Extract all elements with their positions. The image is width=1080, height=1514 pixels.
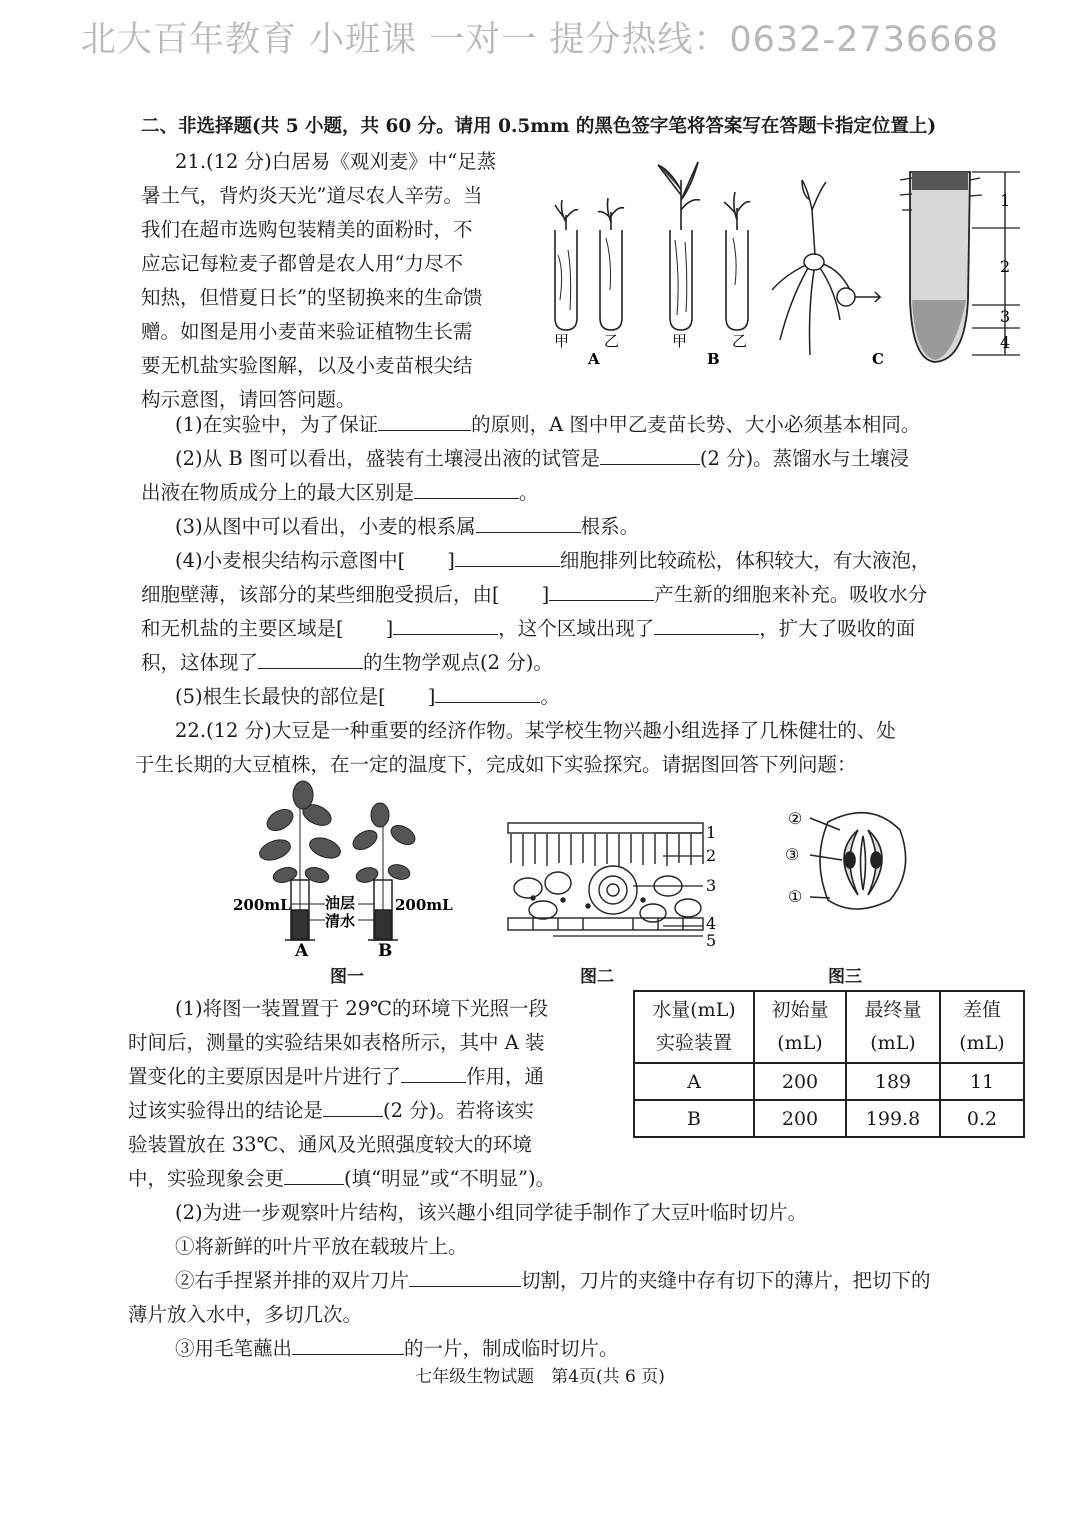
q22-intro: 于生长期的大豆植株，在一定的温度下，完成如下实验探究。请据图回答下列问题： xyxy=(135,753,857,776)
fig2-leaf-cross-section xyxy=(503,818,733,958)
table-header-cell: 最终量 (mL) xyxy=(846,991,940,1063)
tube-label: 乙 xyxy=(732,332,748,350)
q22-p1-line: 验装置放在 33℃、通风及光照强度较大的环境 xyxy=(128,1133,532,1156)
plant-a xyxy=(257,781,343,910)
root-zone-label: 4 xyxy=(1000,333,1011,352)
table-header-row xyxy=(634,991,1024,1063)
water-label: 清水 xyxy=(325,912,356,930)
fig2-label: 5 xyxy=(706,931,717,950)
q22-p1-line: 中，实验现象会更 (填“明显”或“不明显”)。 xyxy=(128,1162,555,1196)
q21-line: 要无机盐实验图解，以及小麦苗根尖结 xyxy=(141,354,473,377)
q21-s4-cont: 积，这体现了 的生物学观点(2 分)。 xyxy=(141,646,553,680)
table-cell: 0.2 xyxy=(940,1100,1024,1137)
fig3-caption: 图三 xyxy=(828,967,862,987)
apparatus-label-a: A xyxy=(295,941,309,960)
results-table xyxy=(633,990,1025,1138)
tube-label: 甲 xyxy=(672,332,688,350)
q21-line: 赠。如图是用小麦苗来验证植物生长需 xyxy=(141,320,473,343)
stoma-diagram xyxy=(810,813,906,909)
q21-line: 暑土气，背灼炎天光”道尽农人辛劳。当 xyxy=(141,184,483,207)
q22-p2: (2)为进一步观察叶片结构，该兴趣小组同学徒手制作了大豆叶临时切片。 xyxy=(175,1201,808,1224)
tube-label: 甲 xyxy=(554,332,570,350)
q21-s4: (4)小麦根尖结构示意图中[ ] 细胞排列比较疏松，体积较大，有大液泡， xyxy=(175,544,930,578)
table-cell: 199.8 xyxy=(846,1100,940,1137)
fig1-plant-apparatus xyxy=(225,780,470,960)
q22-step2-cont: 薄片放入水中，多切几次。 xyxy=(128,1303,363,1326)
test-tube-a-yi xyxy=(598,198,624,330)
table-cell: B xyxy=(634,1100,754,1137)
table-header-cell: 差值 (mL) xyxy=(940,991,1024,1063)
table-cell: A xyxy=(634,1063,754,1100)
test-tube-a-jia xyxy=(555,200,578,330)
test-tube-b-yi xyxy=(724,192,750,330)
fig2-caption: 图二 xyxy=(580,967,614,987)
fig3-stoma xyxy=(780,800,920,920)
volume-label-b: 200mL xyxy=(395,896,453,914)
q21-s3: (3)从图中可以看出，小麦的根系属 根系。 xyxy=(175,510,639,544)
leaf-section xyxy=(508,823,703,930)
root-zone-label: 3 xyxy=(1000,307,1011,326)
table-row xyxy=(634,1100,1024,1137)
fig2-label: 1 xyxy=(706,823,717,842)
q21-line: 21.(12 分)白居易《观刈麦》中“足蒸 xyxy=(175,150,497,173)
q21-line: 应忘记每粒麦子都曾是农人用“力尽不 xyxy=(141,252,463,275)
q21-s1: (1)在实验中，为了保证 的原则，A 图中甲乙麦苗长势、大小必须基本相同。 xyxy=(175,408,920,442)
page-footer: 七年级生物试题 第4页(共 6 页) xyxy=(415,1367,665,1387)
q21-s2-cont: 出液在物质成分上的最大区别是 。 xyxy=(141,476,539,510)
fig1-caption: 图一 xyxy=(330,967,364,987)
q22-p1-line: 时间后，测量的实验结果如表格所示，其中 A 装 xyxy=(128,1031,545,1054)
table-cell: 200 xyxy=(754,1063,846,1100)
q21-s5: (5)根生长最快的部位是[ ] 。 xyxy=(175,680,560,714)
q21-figure xyxy=(540,150,1030,375)
q22-step2: ②右手捏紧并排的双片刀片 切割，刀片的夹缝中存有切下的薄片，把切下的 xyxy=(175,1264,931,1298)
root-zone-label: 2 xyxy=(1000,257,1011,276)
test-tube-b-jia xyxy=(658,162,700,330)
fig2-label: 4 xyxy=(706,914,717,933)
fig2-leader-lines xyxy=(553,833,703,936)
q21-line: 构示意图，请回答问题。 xyxy=(141,388,356,411)
q22-intro: 22.(12 分)大豆是一种重要的经济作物。某学校生物兴趣小组选择了几株健壮的、处 xyxy=(175,719,896,742)
watermark: 北大百年教育 小班课 一对一 提分热线：0632-2736668 xyxy=(81,20,999,60)
fig2-label: 3 xyxy=(706,876,717,895)
root-zone-label: 1 xyxy=(1000,191,1011,210)
q22-p1-line: (1)将图一装置置于 29℃的环境下光照一段 xyxy=(175,997,548,1020)
fig3-label: ① xyxy=(788,887,803,906)
section-title: 二、非选择题(共 5 小题，共 60 分。请用 0.5mm 的黑色签字笔将答案写在答题卡指定位置上) xyxy=(141,116,937,137)
tube-label: 乙 xyxy=(604,332,620,350)
q22-step1: ①将新鲜的叶片平放在载玻片上。 xyxy=(175,1235,468,1258)
table-header-cell: 水量(mL) 实验装置 xyxy=(634,991,754,1063)
q22-p1-line: 置变化的主要原因是叶片进行了 作用，通 xyxy=(128,1060,544,1094)
q22-p1-line: 过该实验得出的结论是 (2 分)。若将该实 xyxy=(128,1094,534,1128)
q21-line: 知热，但惜夏日长”的坚韧换来的生命馈 xyxy=(141,286,483,309)
panel-label: B xyxy=(707,350,720,368)
table-header-cell: 初始量 (mL) xyxy=(754,991,846,1063)
oil-layer-label: 油层 xyxy=(325,894,356,912)
wheat-seedling-c xyxy=(772,180,880,355)
apparatus-label-b: B xyxy=(378,941,393,960)
panel-label: A xyxy=(588,350,600,368)
panel-label: C xyxy=(872,350,884,368)
fig3-label: ③ xyxy=(785,845,800,864)
q21-s2: (2)从 B 图可以看出，盛装有土壤浸出液的试管是 (2 分)。蒸馏水与土壤浸 xyxy=(175,442,909,476)
plant-b xyxy=(350,803,419,910)
table-cell: 200 xyxy=(754,1100,846,1137)
q21-s4-cont: 和无机盐的主要区域是[ ] ，这个区域出现了 ，扩大了吸收的面 xyxy=(141,612,915,646)
table-row xyxy=(634,1063,1024,1100)
q21-line: 我们在超市选购包装精美的面粉时，不 xyxy=(141,218,473,241)
table-cell: 189 xyxy=(846,1063,940,1100)
q22-step3: ③用毛笔蘸出 的一片，制成临时切片。 xyxy=(175,1332,619,1366)
table-cell: 11 xyxy=(940,1063,1024,1100)
fig3-label: ② xyxy=(788,809,803,828)
volume-label-a: 200mL xyxy=(233,896,291,914)
fig2-label: 2 xyxy=(706,846,717,865)
q21-s4-cont: 细胞壁薄，该部分的某些细胞受损后，由[ ] 产生新的细胞来补充。吸收水分 xyxy=(141,578,927,612)
